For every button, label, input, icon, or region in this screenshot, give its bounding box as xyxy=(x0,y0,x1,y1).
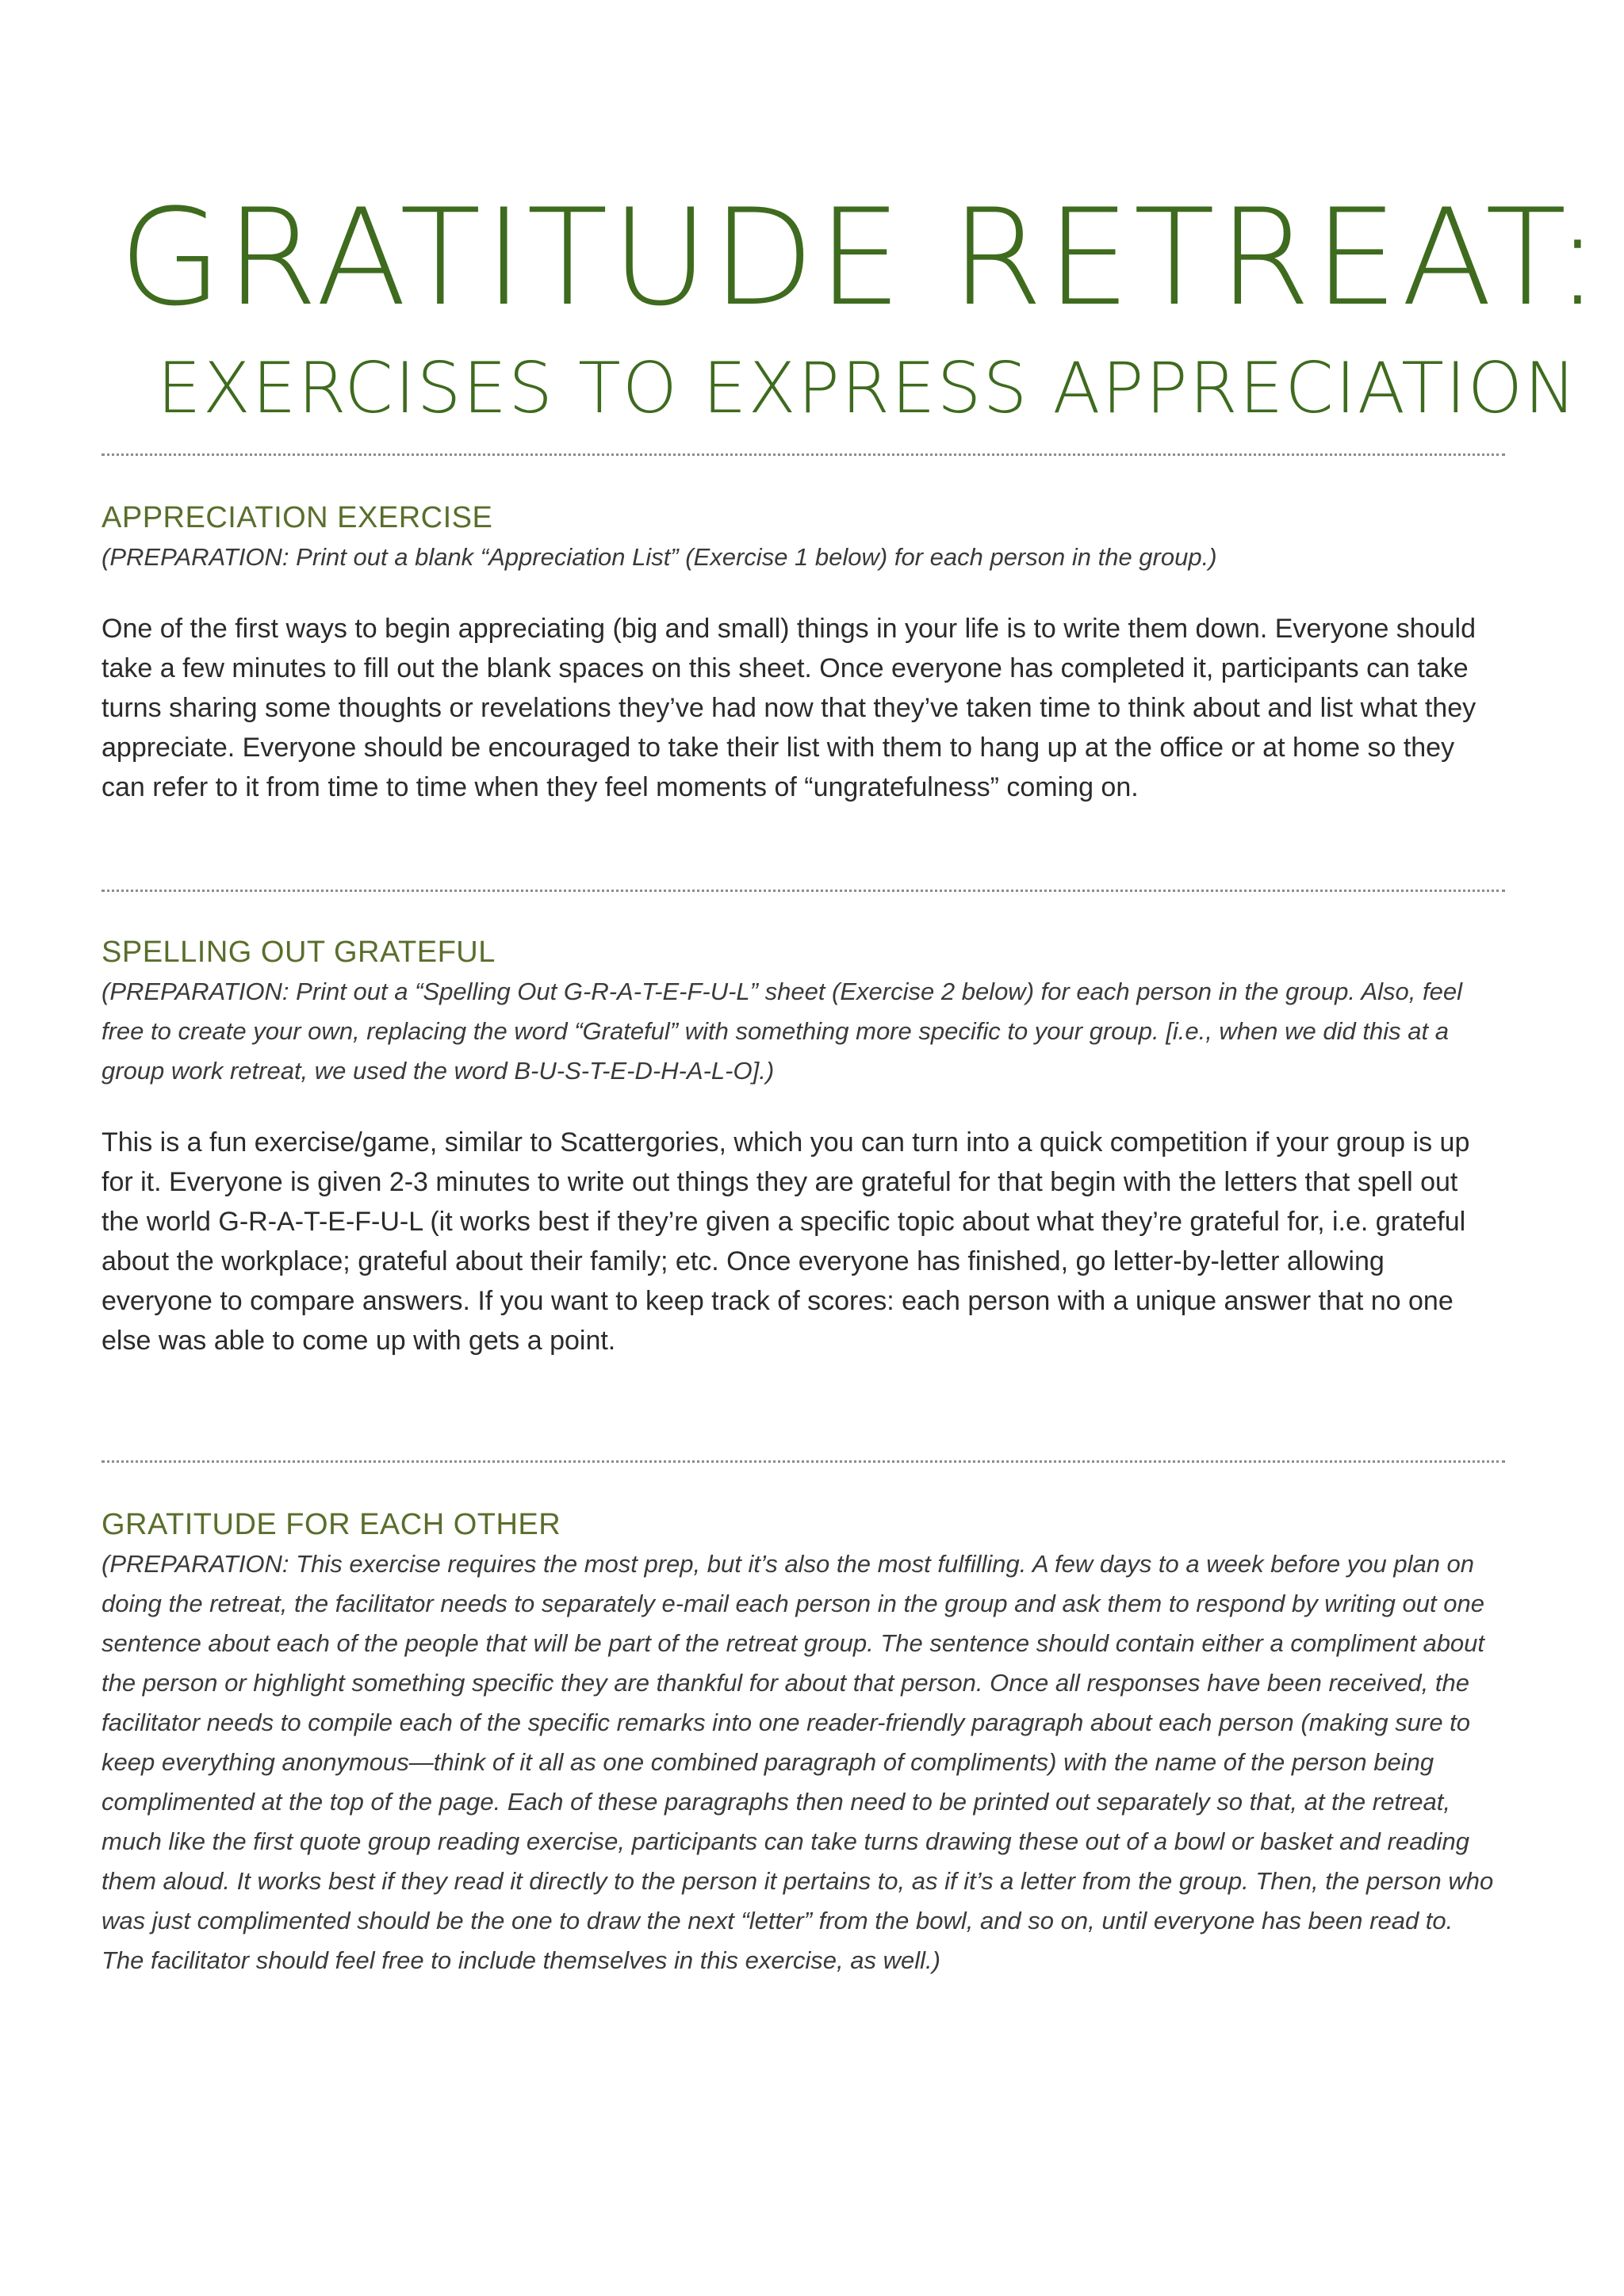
section-spelling-out-grateful xyxy=(102,932,1497,1360)
preparation-text: This exercise requires the most prep, but it’s also the most fulfilling. A few days to a week before you plan on doing the retreat, the facilitator needs to separately e-mail each person in the group and ask them to respond by writing out one sentence about each of the people that will be part of the retreat group. The sentence should contain either a compliment about the person or highlight something specific they are thankful for about that person. Once all responses have been received, the facilitator needs to compile each of the specific remarks into one reader-friendly paragraph about each person (making sure to keep everything anonymous—think of it all as one combined paragraph of compliments) with the name of the person being complimented at the top of the page. Each of these paragraphs then need to be printed out separately so that, at the retreat, much like the first quote group reading exercise, participants can take turns drawing these out of a bowl or basket and reading them aloud. It works best if they read it directly to the person it pertains to, as if it’s a letter from the group. Then, the person who was just complimented should be the one to draw the next “letter” from the bowl, and so on, until everyone has been read to. The facilitator should feel free to include themselves in this exercise, as well.) xyxy=(102,1550,1494,1974)
section-divider xyxy=(102,890,1505,892)
preparation-label: (PREPARATION: xyxy=(102,978,289,1005)
section-heading: SPELLING OUT GRATEFUL xyxy=(102,936,496,969)
section-heading: APPRECIATION EXERCISE xyxy=(102,501,493,534)
section-gratitude-for-each-other xyxy=(102,1505,1497,1980)
section-body: This is a fun exercise/game, similar to Scattergories, which you can turn into a quick competition if your group is up for it. Everyone is given 2-3 minutes to write out things they are grateful for that begin with the letters that spell out the world G-R-A-T-E-F-U-L (it works best if they’re given a specific topic about what they’re grateful for, i.e. grateful about the workplace; grateful about their family; etc. Once everyone has finished, go letter-by-letter allowing everyone to compare answers. If you want to keep track of scores: each person with a unique answer that no one else was able to come up with gets a point. xyxy=(102,1127,1470,1356)
document-title: GRATITUDE RETREAT: xyxy=(119,180,1603,335)
section-divider xyxy=(102,453,1505,456)
section-body: One of the first ways to begin appreciating (big and small) things in your life is to write them down. Everyone should take a few minutes to fill out the blank spaces on this sheet. Once everyone has completed it, participants can take turns sharing some thoughts or revelations they’ve had now that they’ve taken time to think about and list what they appreciate. Everyone should be encouraged to take their list with them to hang up at the office or at home so they can refer to it from time to time when they feel moments of “ungratefulness” coming on. xyxy=(102,614,1477,802)
section-heading: GRATITUDE FOR EACH OTHER xyxy=(102,1508,561,1541)
preparation-text: Print out a “Spelling Out G-R-A-T-E-F-U-L” sheet (Exercise 2 below) for each person in the group. Also, feel free to create your own, replacing the word “Grateful” with something more specific to your group. [i.e., when we did this at a group work retreat, we used the word B-U-S-T-E-D-H-A-L-O].) xyxy=(102,978,1462,1085)
preparation-text: Print out a blank “Appreciation List” (Exercise 1 below) for each person in the group.) xyxy=(289,543,1217,571)
preparation-note xyxy=(102,972,1497,1091)
preparation-label: (PREPARATION: xyxy=(102,543,289,571)
section-appreciation-exercise xyxy=(102,498,1497,807)
preparation-note xyxy=(102,538,1497,577)
document-subtitle: EXERCISES TO EXPRESS APPRECIATION xyxy=(157,347,1578,429)
preparation-label: (PREPARATION: xyxy=(102,1550,289,1578)
section-divider xyxy=(102,1460,1505,1463)
preparation-note xyxy=(102,1544,1497,1980)
